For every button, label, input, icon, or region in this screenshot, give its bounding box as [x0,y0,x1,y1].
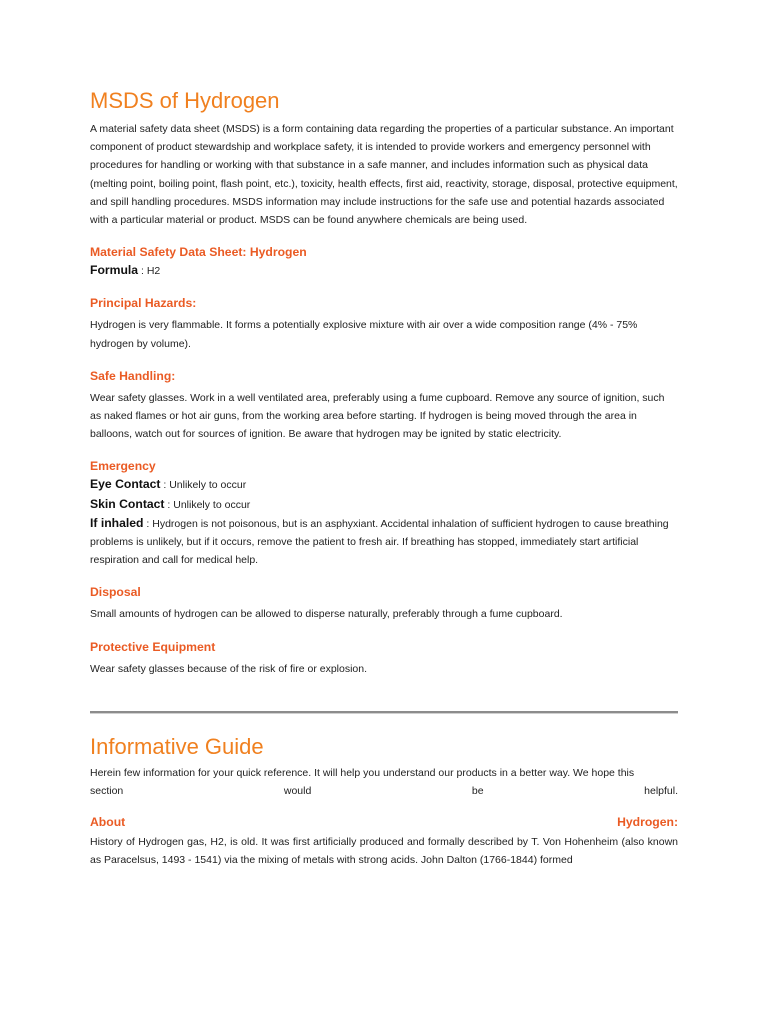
sheet-heading: Material Safety Data Sheet: Hydrogen [90,245,307,260]
protective-text: Wear safety glasses because of the risk of fire or explosion. [90,662,368,675]
inhaled-value: : Hydrogen is not poisonous, but is an asphyxiant. Accidental inhalation of sufficient hydrogen to cause breathing problems is unlikely, but if it occurs, remove the patient to fresh air. If breathing has stopped, immediately start artificial respiration and call for medical help. [90,517,669,567]
history-text: History of Hydrogen gas, H2, is old. It was first artificially produced and formally described by T. Von Hohenheim (also known as Paracelsus, 1493 - 1541) via the mixing of metals with strong acids. John Dalton (1766-1844) formed [90,836,678,867]
handling-heading: Safe Handling: [90,368,176,383]
formula-label: Formula [90,263,139,278]
guide-intro-word: section [90,785,124,798]
hazards-text: Hydrogen is very flammable. It forms a potentially explosive mixture with air over a wide composition range (4% - 75% hydrogen by volume). [90,319,638,350]
protective-heading: Protective Equipment [90,639,216,654]
guide-intro-word: would [283,785,312,798]
guide-intro [90,764,678,782]
skin-contact-label: Skin Contact [90,496,165,511]
eye-contact-value: : Unlikely to occur [160,479,247,492]
guide-intro-line1: Herein few information for your quick reference. It will help you understand our products in a better way. We hope this [90,766,635,779]
section-divider [90,711,678,714]
formula-value: : H2 [138,265,161,278]
emergency-heading: Emergency [90,459,156,474]
about-heading [90,814,678,831]
handling-text: Wear safety glasses. Work in a well ventilated area, preferably using a fume cupboard. Remove any source of ignition, such as naked flames or hot air guns, from the working area before starting. If hydrogen is being moved through the area in balloons, watch out for sources of ignition. Be aware that hydrogen may be ignited by static electricity. [90,391,665,441]
guide-intro-word: helpful. [644,785,678,798]
skin-contact-value: : Unlikely to occur [164,498,251,511]
msds-title: MSDS of Hydrogen [90,88,280,113]
guide-intro-line2 [90,782,678,800]
eye-contact-line [90,475,678,494]
guide-title: Informative Guide [90,733,264,759]
inhaled-line [90,514,678,570]
about-heading-right: Hydrogen: [617,815,678,830]
inhaled-label: If inhaled [90,515,144,530]
disposal-heading: Disposal [90,585,141,600]
document-content [90,86,678,870]
hazards-heading: Principal Hazards: [90,296,197,311]
formula-line [90,261,678,280]
eye-contact-label: Eye Contact [90,477,161,492]
skin-contact-line [90,495,678,514]
msds-intro: A material safety data sheet (MSDS) is a form containing data regarding the properties of a particular substance. An important component of product stewardship and workplace safety, it is intended to provide workers and emergency personnel with procedures for handling or working with that substance in a safe manner, and includes information such as physical data (melting point, boiling point, flash point, etc.), toxicity, health effects, first aid, reactivity, storage, disposal, protective equipment, and spill handling procedures. MSDS information may include instructions for the safe use and potential hazards associated with a particular material or product. MSDS can be found anywhere chemicals are being used. [90,123,678,227]
disposal-text: Small amounts of hydrogen can be allowed to disperse naturally, preferably through a fume cupboard. [90,608,563,621]
guide-intro-word: be [471,785,484,798]
about-heading-left: About [90,815,126,830]
